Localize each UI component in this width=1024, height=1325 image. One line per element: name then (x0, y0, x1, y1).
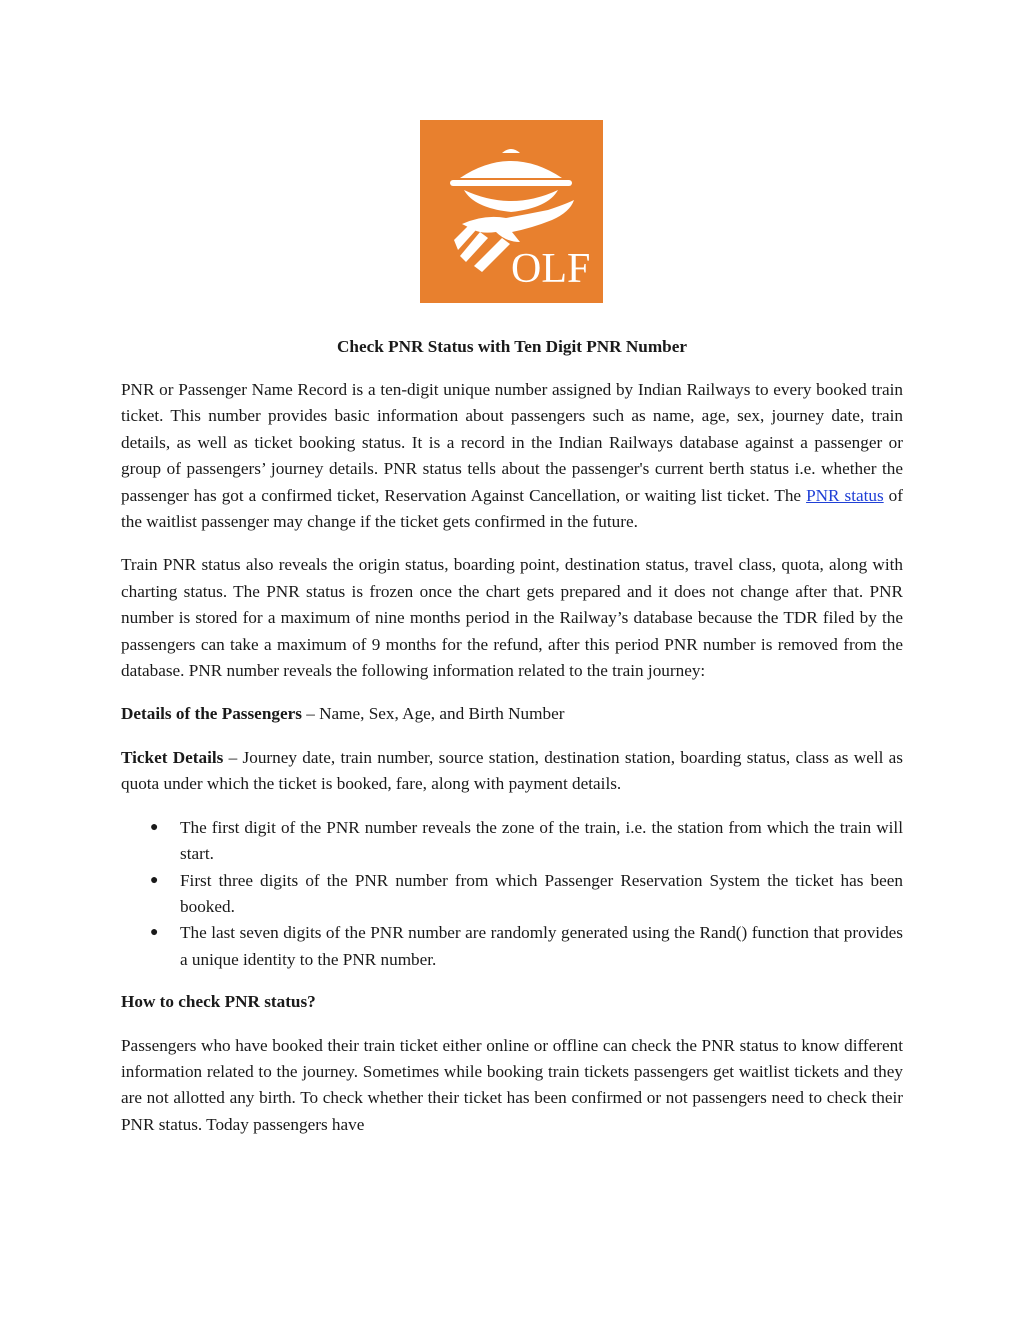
bullet-icon: ● (150, 819, 159, 835)
list-item-text: First three digits of the PNR number from which Passenger Reservation System the ticket has been booked. (180, 870, 903, 916)
intro-text: PNR or Passenger Name Record is a ten-digit unique number assigned by Indian Railways to every booked train ticket. This number provides basic information about passengers such as name, age, sex, journey date, train details, as well as ticket booking status. It is a record in the Indian Railways database against a passenger or group of passengers’ journey details. PNR status tells about the passenger's current berth status i.e. whether the passenger has got a confirmed ticket, Reservation Against Cancellation, or waiting list ticket. The (121, 380, 903, 505)
svg-text:OLF: OLF (511, 246, 591, 292)
document-body (121, 334, 903, 1155)
olf-logo (420, 120, 603, 303)
intro-paragraph (121, 377, 903, 535)
bullet-icon: ● (150, 925, 159, 941)
details-paragraph: Train PNR status also reveals the origin status, boarding point, destination status, travel class, quota, along with charting status. The PNR status is frozen once the chart gets prepared and it does not change after that. PNR number is stored for a maximum of nine months period in the Railway’s database because the TDR filed by the passengers can take a maximum of 9 months for the refund, after this period PNR number is removed from the database. PNR number reveals the following information related to the train journey: (121, 555, 903, 681)
pnr-status-link[interactable]: PNR status (806, 485, 884, 505)
list-item (121, 815, 903, 868)
section-heading: How to check PNR status? (121, 992, 316, 1012)
page-title: Check PNR Status with Ten Digit PNR Number (337, 337, 687, 356)
list-item-text: The first digit of the PNR number reveals the zone of the train, i.e. the station from which the train will start. (180, 817, 903, 864)
list-item (121, 868, 903, 921)
bullet-icon: ● (150, 872, 159, 888)
serving-cloche-hand-icon (420, 120, 603, 303)
passenger-details-label: Details of the Passengers (121, 704, 302, 724)
list-item (121, 920, 903, 973)
ticket-details-text: – Journey date, train number, source station, destination station, boarding status, class as well as quota under which the ticket is booked, fare, along with payment details. (121, 747, 903, 794)
pnr-digits-list (121, 815, 903, 973)
passenger-details (121, 701, 903, 727)
ticket-details (121, 745, 903, 798)
check-status-paragraph: Passengers who have booked their train ticket either online or offline can check the PNR status to know different information related to the journey. Sometimes while booking train tickets passengers get waitlist tickets and they are not allotted any birth. To check whether their ticket has been confirmed or not passengers need to check their PNR status. Today passengers have (121, 1035, 903, 1134)
intro-text-end: of the waitlist passenger may change if the ticket gets confirmed in the future. (121, 485, 903, 532)
passenger-details-text: – Name, Sex, Age, and Birth Number (301, 704, 565, 724)
ticket-details-label: Ticket Details (121, 747, 224, 767)
list-item-text: The last seven digits of the PNR number are randomly generated using the Rand() function that provides a unique identity to the PNR number. (180, 923, 903, 969)
